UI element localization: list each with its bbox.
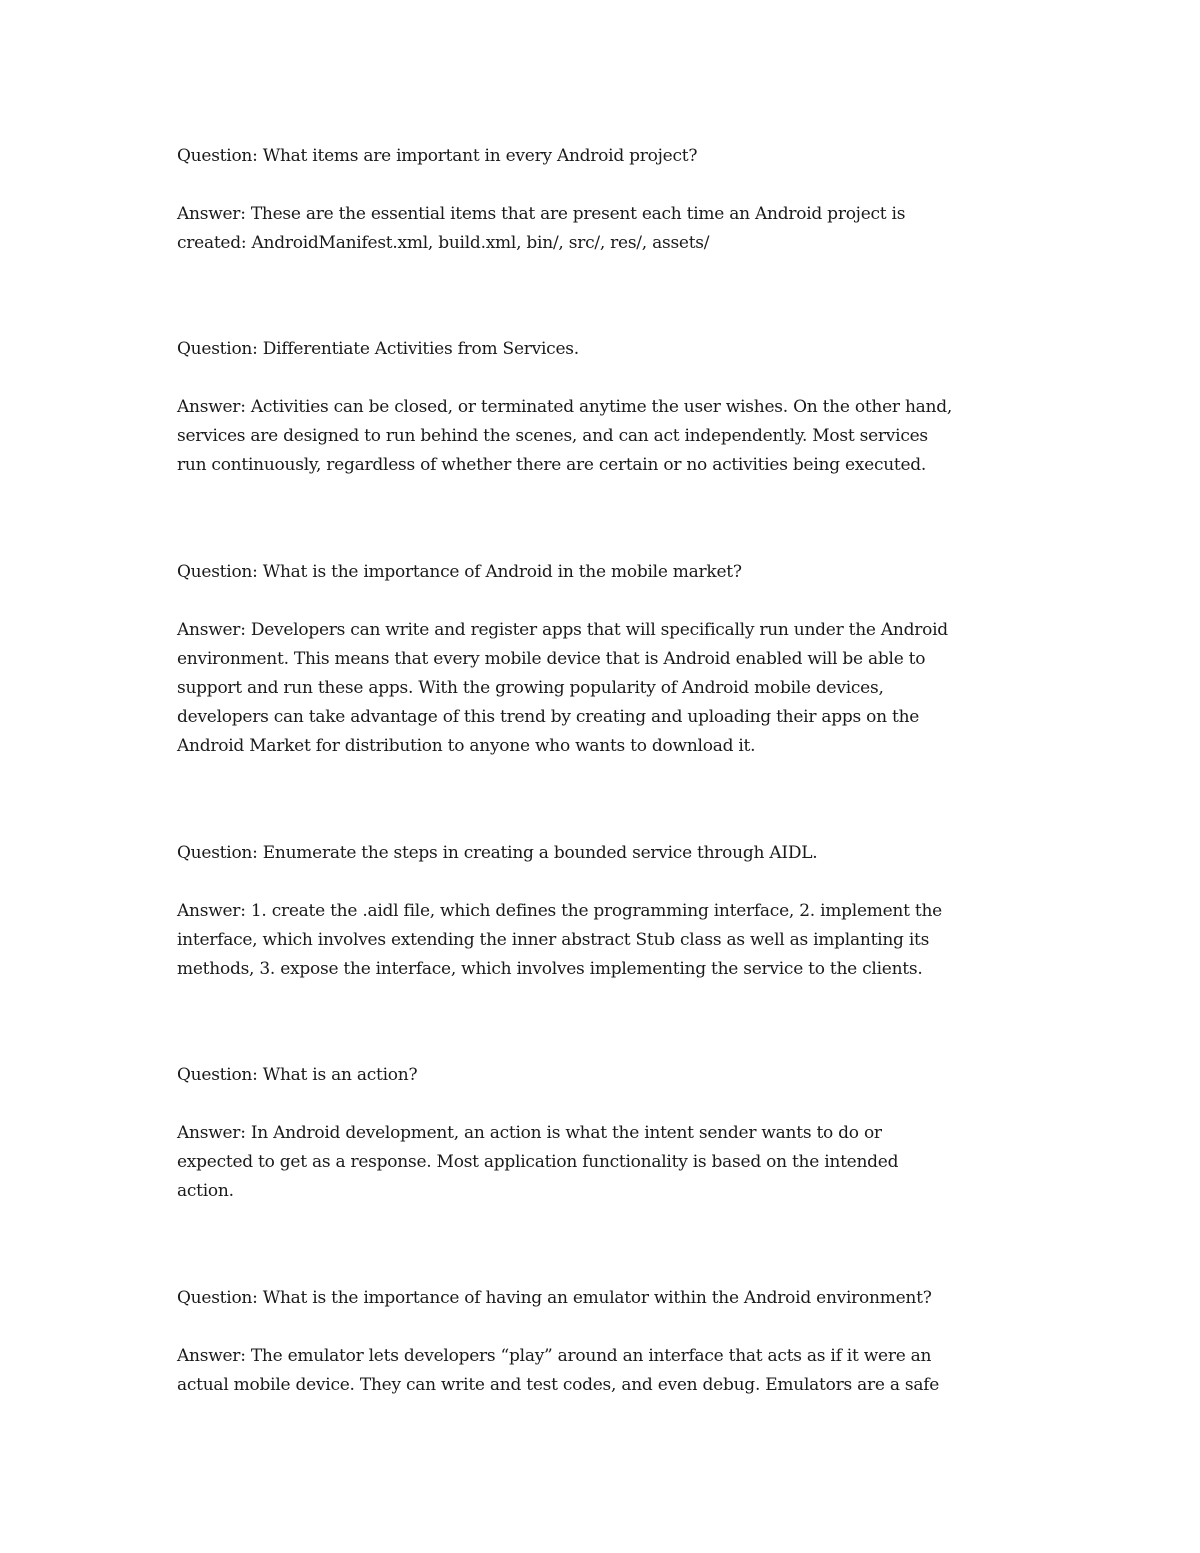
answer-2-line-3: run continuously, regardless of whether there are certain or no activities being executed. (177, 455, 927, 475)
question-6: Question: What is the importance of having an emulator within the Android environment? (177, 1288, 932, 1308)
answer-4-line-1: Answer: 1. create the .aidl file, which defines the programming interface, 2. implement the (177, 901, 942, 921)
answer-5-line-1: Answer: In Android development, an action is what the intent sender wants to do or (177, 1123, 882, 1143)
question-5: Question: What is an action? (177, 1065, 418, 1085)
answer-2-line-2: services are designed to run behind the scenes, and can act independently. Most services (177, 426, 928, 446)
question-3: Question: What is the importance of Android in the mobile market? (177, 562, 742, 582)
question-1: Question: What items are important in every Android project? (177, 146, 698, 166)
answer-6-line-1: Answer: The emulator lets developers “play” around an interface that acts as if it were an (177, 1346, 932, 1366)
answer-6-line-2: actual mobile device. They can write and test codes, and even debug. Emulators are a safe (177, 1375, 940, 1395)
answer-2-line-1: Answer: Activities can be closed, or terminated anytime the user wishes. On the other hand, (177, 397, 953, 417)
answer-3-line-3: support and run these apps. With the growing popularity of Android mobile devices, (177, 678, 884, 698)
answer-5-line-3: action. (177, 1181, 234, 1201)
answer-3-line-2: environment. This means that every mobile device that is Android enabled will be able to (177, 649, 926, 669)
answer-1-line-1: Answer: These are the essential items that are present each time an Android project is (177, 204, 906, 224)
answer-3-line-4: developers can take advantage of this trend by creating and uploading their apps on the (177, 707, 920, 727)
answer-5-line-2: expected to get as a response. Most application functionality is based on the intended (177, 1152, 899, 1172)
answer-1-line-2: created: AndroidManifest.xml, build.xml, bin/, src/, res/, assets/ (177, 233, 710, 253)
question-2: Question: Differentiate Activities from Services. (177, 339, 579, 359)
answer-4-line-2: interface, which involves extending the inner abstract Stub class as well as implanting its (177, 930, 930, 950)
answer-3-line-5: Android Market for distribution to anyone who wants to download it. (177, 736, 756, 756)
answer-4-line-3: methods, 3. expose the interface, which involves implementing the service to the clients. (177, 959, 923, 979)
question-4: Question: Enumerate the steps in creating a bounded service through AIDL. (177, 843, 818, 863)
answer-3-line-1: Answer: Developers can write and register apps that will specifically run under the Android (177, 620, 948, 640)
